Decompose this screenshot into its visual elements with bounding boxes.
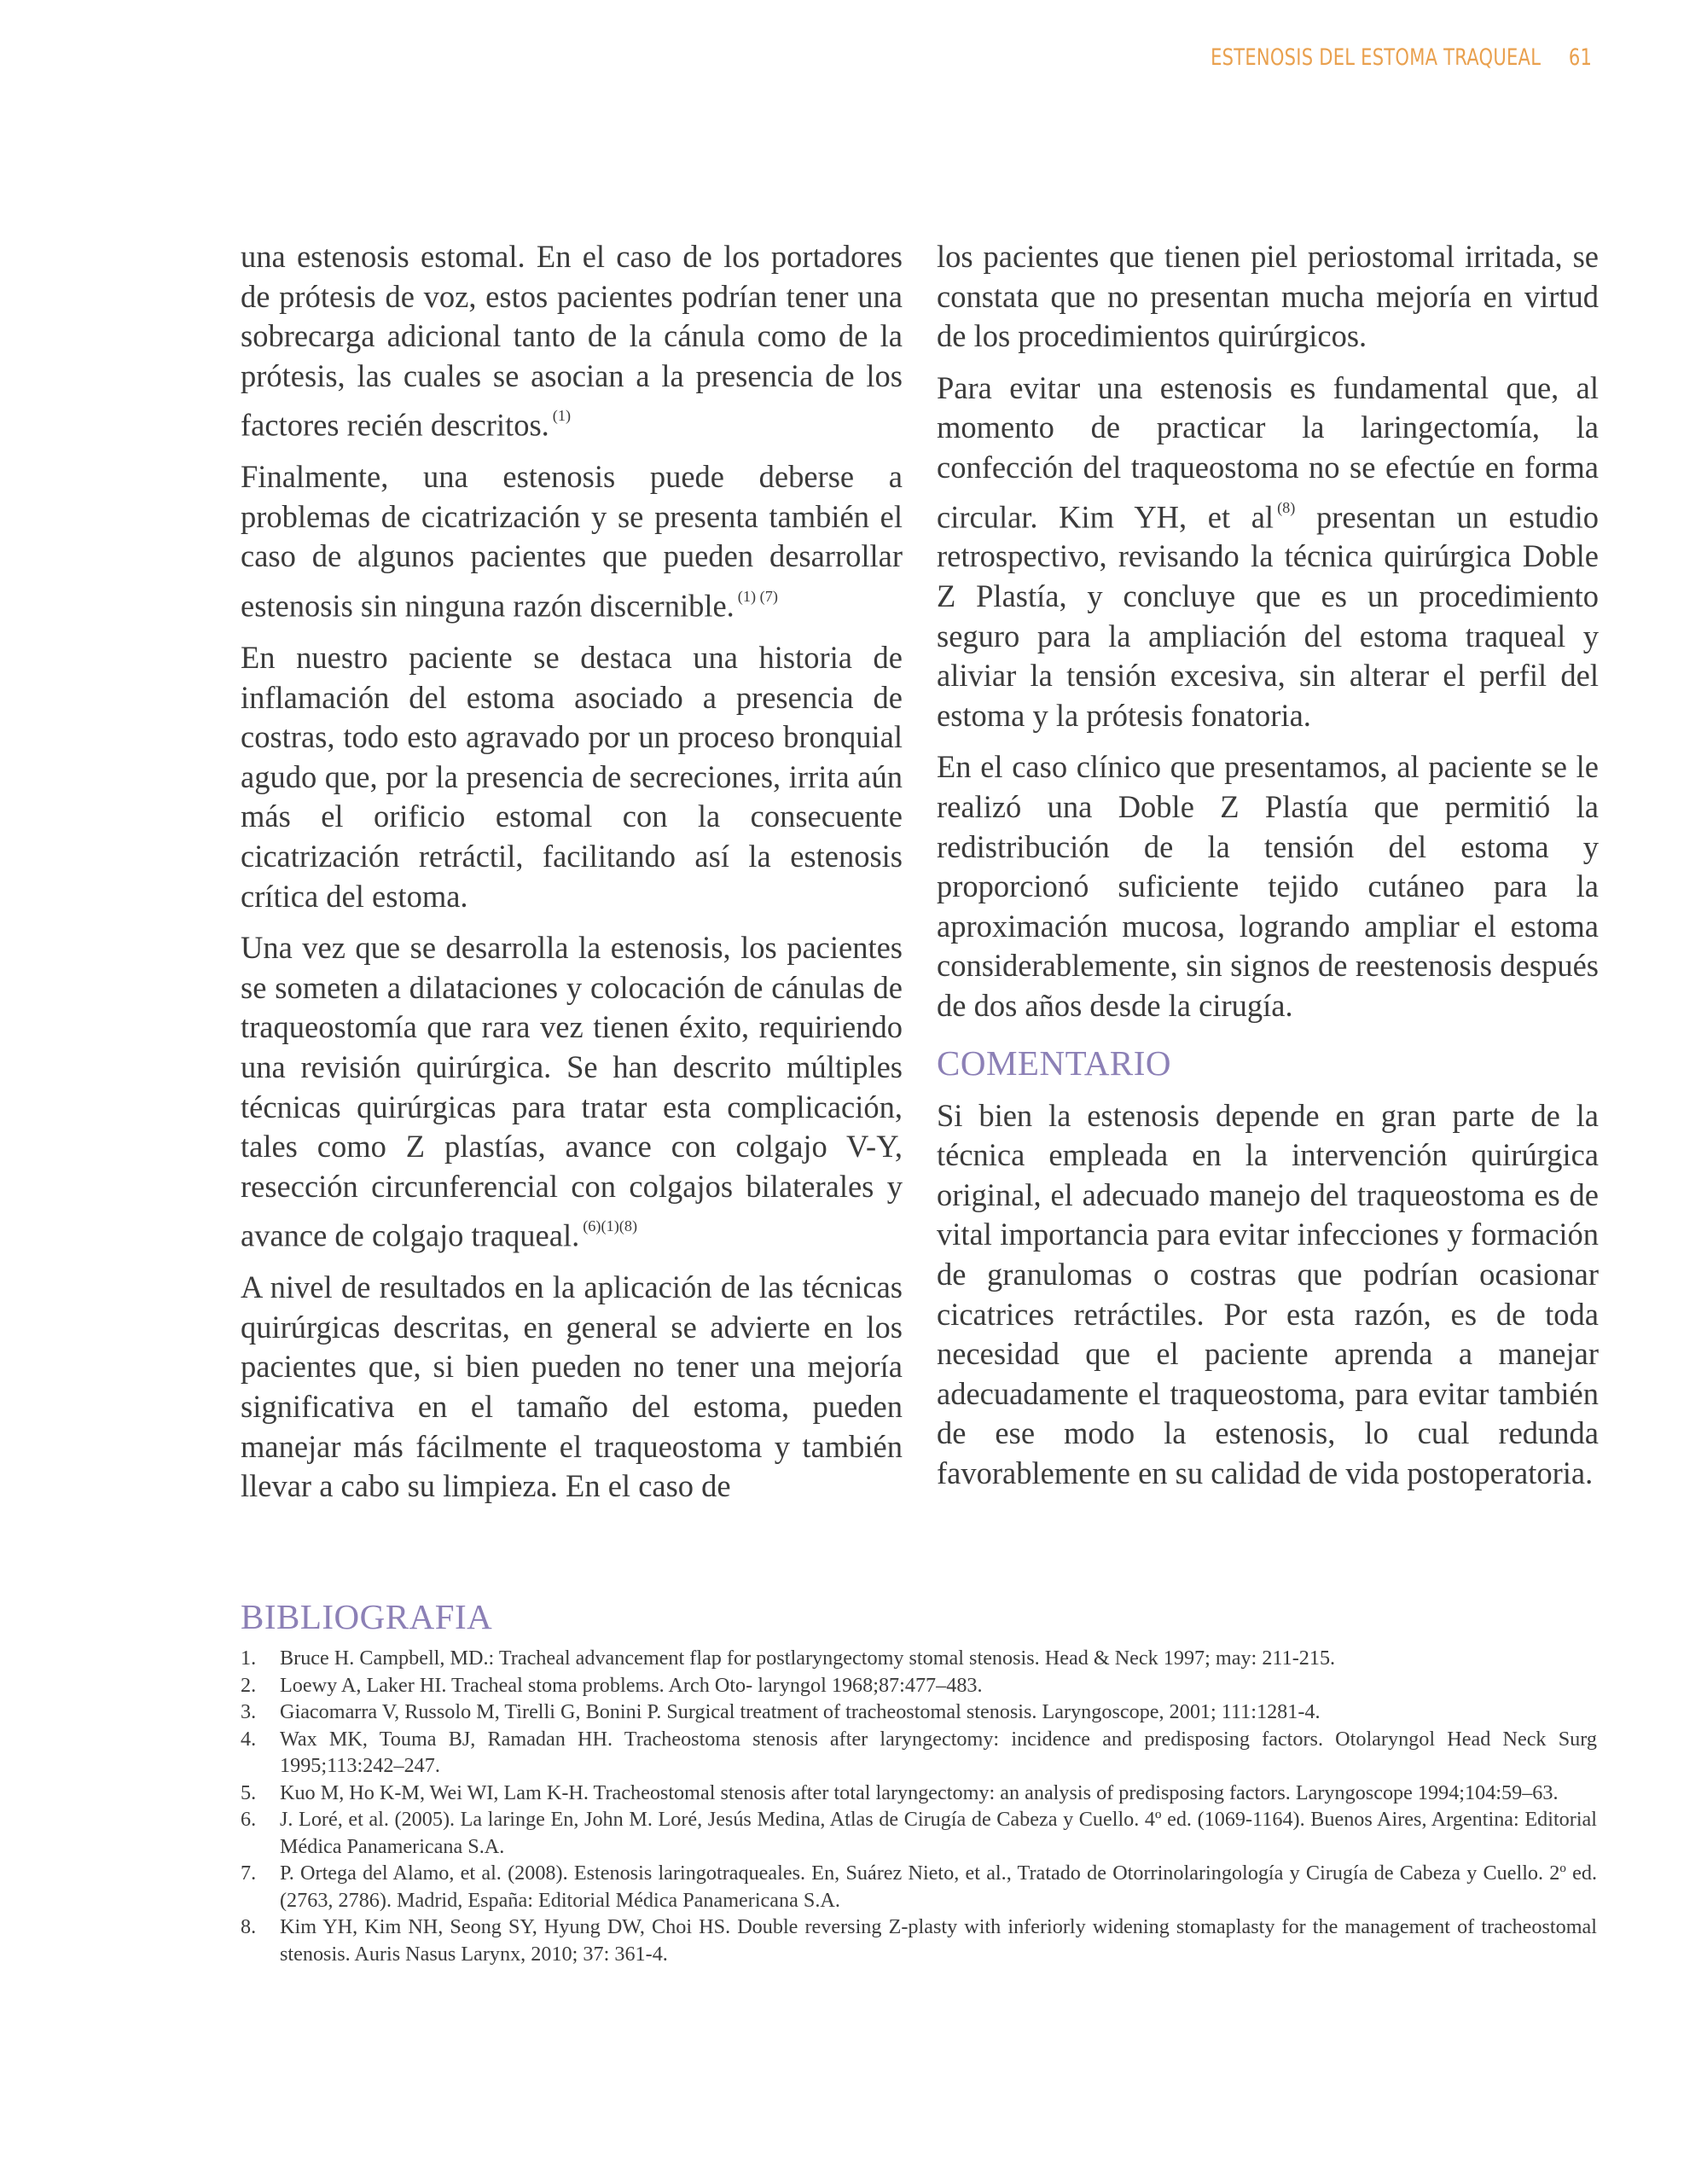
citation: (6)(1)(8)	[583, 1217, 638, 1235]
paragraph	[241, 457, 903, 626]
reference-list	[241, 1645, 1597, 1967]
reference-number: 8.	[241, 1915, 257, 1938]
page-number: 61	[1568, 44, 1592, 71]
citation: (8)	[1277, 498, 1296, 516]
reference-text: P. Ortega del Alamo, et al. (2008). Estenosis laringotraqueales. En, Suárez Nieto, et al., Tratado de Otorrinolaringología y Cirugía de Cabeza y Cuello. 2º ed. (2763, 2786). Madrid, España: Editorial Médica Panamericana S.A.	[280, 1862, 1597, 1912]
reference-text: Loewy A, Laker HI. Tracheal stoma problems. Arch Oto- laryngol 1968;87:477–483.	[280, 1673, 983, 1697]
reference-text: Kim YH, Kim NH, Seong SY, Hyung DW, Choi HS. Double reversing Z-plasty with inferiorly widening stomaplasty for the management of tracheostomal stenosis. Auris Nasus Larynx, 2010; 37: 361-4.	[280, 1915, 1597, 1966]
paragraph	[937, 369, 1599, 736]
paragraph	[241, 638, 903, 916]
citation: (1)	[552, 407, 572, 425]
reference-number: 5.	[241, 1780, 257, 1804]
paragraph	[937, 747, 1599, 1025]
citation: (1) (7)	[737, 588, 778, 606]
paragraph	[937, 237, 1599, 357]
reference-item	[241, 1645, 1597, 1672]
paragraph-text: una estenosis estomal. En el caso de los portadores de prótesis de voz, estos pacientes podrían tener una sobrecarga adicional tanto de la cánula como de la prótesis, las cuales se asocian a la presencia de los factores recién descritos.	[241, 239, 903, 443]
reference-text: Bruce H. Campbell, MD.: Tracheal advancement flap for postlaryngectomy stomal stenosis. Head & Neck 1997; may: 211-215.	[280, 1647, 1336, 1670]
comentario-heading: COMENTARIO	[937, 1043, 1172, 1083]
paragraph-text: Para evitar una estenosis es fundamental que, al momento de practicar la laringectomía, la confección del traqueostoma no se efectúe en forma circular. Kim YH, et al	[937, 369, 1599, 534]
paragraph-text: En el caso clínico que presentamos, al paciente se le realizó una Doble Z Plastía que permitió la redistribución de la tensión del estoma y proporcionó suficiente tejido cutáneo para la aproximación mucosa, logrando ampliar el estoma considerablemente, sin signos de reestenosis después de dos años desde la cirugía.	[937, 749, 1599, 1024]
reference-number: 2.	[241, 1673, 257, 1697]
paragraph-text: Una vez que se desarrolla la estenosis, los pacientes se someten a dilataciones y colocación de cánulas de traqueostomía que rara vez tienen éxito, requiriendo una revisión quirúrgica. Se han descrito múltiples técnicas quirúrgicas para tratar esta complicación, tales como Z plastías, avance con colgajo V-Y, resección circunferencial con colgajos bilaterales y avance de colgajo traqueal.	[241, 930, 903, 1253]
paragraph-text: Finalmente, una estenosis puede deberse a problemas de cicatrización y se presenta también el caso de algunos pacientes que pueden desarrollar estenosis sin ninguna razón discernible.	[241, 459, 903, 624]
reference-item	[241, 1914, 1597, 1967]
running-title: ESTENOSIS DEL ESTOMA TRAQUEAL	[1210, 44, 1541, 71]
paragraph	[241, 928, 903, 1256]
bibliography	[241, 1595, 1597, 1967]
paragraph-text: Si bien la estenosis depende en gran parte de la técnica empleada en la intervención quirúrgica original, el adecuado manejo del traqueostoma es de vital importancia para evitar infecciones y formación de granulomas o costras que podrían ocasionar cicatrices retráctiles. Por esta razón, es de toda necesidad que el paciente aprenda a manejar adecuadamente el traqueostoma, para evitar también de ese modo la estenosis, lo cual redunda favorablemente en su calidad de vida postoperatoria.	[937, 1097, 1599, 1490]
reference-number: 7.	[241, 1862, 257, 1885]
left-column	[241, 237, 903, 1519]
running-header	[1211, 44, 1592, 71]
reference-item	[241, 1672, 1597, 1699]
reference-number: 1.	[241, 1647, 257, 1670]
reference-item	[241, 1780, 1597, 1807]
paragraph-text: los pacientes que tienen piel periostomal irritada, se constata que no presentan mucha mejoría en virtud de los procedimientos quirúrgicos.	[937, 239, 1599, 354]
paragraph	[241, 237, 903, 445]
reference-text: Wax MK, Touma BJ, Ramadan HH. Tracheostoma stenosis after laryngectomy: incidence and predisposing factors. Otolaryngol Head Neck Surg 1995;113:242–247.	[280, 1727, 1597, 1777]
paragraph-text: En nuestro paciente se destaca una historia de inflamación del estoma asociado a presencia de costras, todo esto agravado por un proceso bronquial agudo que, por la presencia de secreciones, irrita aún más el orificio estomal con la consecuente cicatrización retráctil, facilitando así la estenosis crítica del estoma.	[241, 640, 903, 914]
reference-text: Kuo M, Ho K-M, Wei WI, Lam K-H. Tracheostomal stenosis after total laryngectomy: an analysis of predisposing factors. Laryngoscope 1994;104:59–63.	[280, 1780, 1559, 1804]
paragraph-text: A nivel de resultados en la aplicación de las técnicas quirúrgicas descritas, en general se advierte en los pacientes que, si bien pueden no tener una mejoría significativa en el tamaño del estoma, pueden manejar más fácilmente el traqueostoma y también llevar a cabo su limpieza. En el caso de	[241, 1269, 903, 1504]
bibliography-heading: BIBLIOGRAFIA	[241, 1597, 493, 1636]
paragraph-text: presentan un estudio retrospectivo, revisando la técnica quirúrgica Doble Z Plastía, y concluye que es un procedimiento seguro para la ampliación del estoma traqueal y aliviar la tensión excesiva, sin alterar el perfil del estoma y la prótesis fonatoria.	[937, 498, 1599, 733]
reference-item	[241, 1726, 1597, 1780]
paragraph	[937, 1096, 1599, 1494]
paragraph	[241, 1268, 903, 1507]
reference-text: J. Loré, et al. (2005). La laringe En, John M. Loré, Jesús Medina, Atlas de Cirugía de Cabeza y Cuello. 4º ed. (1069-1164). Buenos Aires, Argentina: Editorial Médica Panamericana S.A.	[280, 1808, 1597, 1858]
right-column	[937, 237, 1599, 1506]
reference-number: 6.	[241, 1808, 257, 1831]
reference-number: 4.	[241, 1727, 257, 1751]
reference-number: 3.	[241, 1700, 257, 1723]
reference-item	[241, 1806, 1597, 1860]
reference-item	[241, 1860, 1597, 1914]
reference-text: Giacomarra V, Russolo M, Tirelli G, Bonini P. Surgical treatment of tracheostomal stenosis. Laryngoscope, 2001; 111:1281-4.	[280, 1700, 1321, 1723]
reference-item	[241, 1699, 1597, 1726]
